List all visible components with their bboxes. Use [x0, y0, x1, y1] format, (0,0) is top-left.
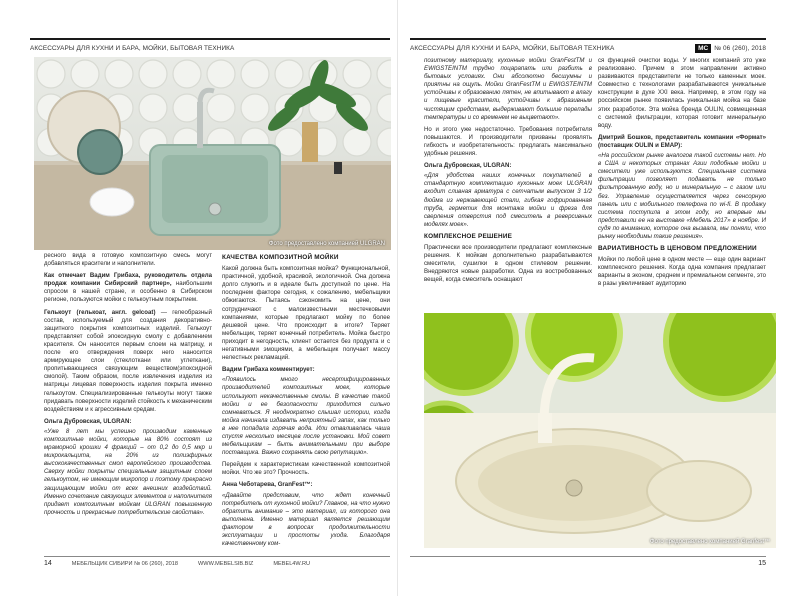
sink-photo: [34, 57, 391, 250]
right-page-column-1: [424, 57, 592, 309]
left-page-footer: [44, 556, 390, 568]
body-paragraph: Какой должна быть композитная мойка? Функциональной, практичной, удобной, красивой, экологичной. Она должна долго служить и в идеале быть доступной по цене. На последнем факторе сегодня, к сожалению, мебельщики обжигаются. Пытаясь сэкономить на цене, они сотрудничают с малоизвестными местечковыми компаниями, которые предлагают мойку по более дешевой цене. Что происходит в итоге? Теряет мебельщик, теряет конечный потребитель. Мойка быстро приходит в негодность, клиент остается без продукта и с негативными эмоциями, а мебельщик получает массу нелестных рекламаций.: [222, 265, 390, 362]
paragraph-lead: Как отмечает Вадим Грибаха, руководитель отдела продаж компании Сибирский партнер»,: [44, 272, 212, 288]
speaker-name: Вадим Грибаха комментирует:: [222, 366, 315, 374]
paragraph-rest: наибольшим спросом в нашей стране, и особенно в Сибирском регионе, пользуются мойки с гелькоутным покрытием.: [44, 280, 212, 304]
lime-sink-photo-art: [424, 313, 776, 548]
sink-photo-art: [34, 57, 391, 250]
body-paragraph: Мойки по любой цене в одном месте — еще один вариант комплексного решения. Когда одна компания предлагает варианты в эконом, среднем и премиальном сегменте, это в разы увеличивает аудиторию: [598, 256, 766, 288]
body-paragraph: ресного вида в готовую композитную смесь могут добавляться красители и наполнители.: [44, 252, 212, 268]
lime-photo-credit: Фото предоставлено компанией Granfest™: [649, 539, 770, 545]
left-page-column-2: [222, 252, 390, 550]
speaker-name: Дмитрий Бошков, представитель компании «Формат» (поставщик OULIN и EMAP):: [598, 133, 766, 149]
speaker-name: Ольга Дубровская, ULGRAN:: [44, 417, 132, 425]
body-paragraph: [44, 272, 212, 304]
speaker-name: Анна Чеботарева, GranFest™:: [222, 481, 313, 489]
left-footer-magazine: МЕБЕЛЬЩИК СИБИРИ № 06 (260), 2018: [71, 560, 179, 567]
left-page-header: [30, 38, 390, 54]
right-page-header: [410, 38, 766, 54]
left-footer-site[interactable]: WWW.MEBELSIB.BIZ: [198, 560, 254, 567]
quote-paragraph: «На российском рынке аналогов такой системы нет. Но в США и некоторых странах Азии подобные мойки и смесители уже используются. Специальная система фильтрации позволяет подавать не только фильтрованную воду, но и минеральную – с газом или без. Управление осуществляется через сенсорную панель или с мобильного телефона по wi-fi. В продажу система поступила в этом году, но впервые мы представили ее на выставке «Мебель 2017» в ноябре. И судя по вниманию, которое она вызвала, мы поняли, что рынку необходимы такие решения».: [598, 152, 766, 240]
magazine-logo: МС: [695, 44, 711, 53]
paragraph-lead: Гелькоут (гелькоат, англ. gelcoat): [44, 308, 156, 316]
section-heading: ВАРИАТИВНОСТЬ В ЦЕНОВОМ ПРЕДЛОЖЕНИИ: [598, 245, 757, 253]
page-gutter: [397, 0, 398, 596]
issue-number: № 06 (260), 2018: [714, 45, 766, 52]
body-paragraph: Перейдем к характеристикам качественной композитной мойки. Что же это? Прочность.: [222, 461, 390, 477]
quote-paragraph: «Появилось много несертифицированных производителей композитных моек, которые используют некачественные смолы. В качестве такой мойки и ее безопасности приходится сильно сомневаться. Я неоднократно слышал истории, когда мойка начинала издавать неприятный запах, как только в нее попадала горячая вода. Или отваливалась чаша спустя несколько месяцев после установки. Мой совет мебельщикам – быть внимательными при выборе поставщика. Важно сохранять свою репутацию».: [222, 376, 390, 457]
body-paragraph: [44, 309, 212, 414]
quote-paragraph: «Уже 8 лет мы успешно производим каменные композитные мойки, которые на 80% состоят из мраморной крошки 4 фракций – от 0,2 до 0,5 мкр и микрокальцита, на 20% из полиэфирных высококачественных смол европейского производства. Сверху мойки покрыты специальным защитным слоем гелькоутом, не имеющим микропор и поэтому прекрасно защищающим мойки от всех внешних воздействий. Именно сочетание связующих элементов и наполнителя придает композитным мойкам ULGRAN повышенную прочность и прекрасные потребительские свойства».: [44, 427, 212, 516]
magazine-logo-block: [695, 44, 766, 53]
lime-sink-photo: [424, 313, 776, 548]
left-section-title: АКСЕССУАРЫ ДЛЯ КУХНИ И БАРА, МОЙКИ, БЫТОВАЯ ТЕХНИКА: [30, 45, 235, 52]
right-section-title: АКСЕССУАРЫ ДЛЯ КУХНИ И БАРА, МОЙКИ, БЫТОВАЯ ТЕХНИКА: [410, 45, 615, 52]
right-page-column-2: [598, 57, 766, 309]
section-heading: КАЧЕСТВА КОМПОЗИТНОЙ МОЙКИ: [222, 254, 339, 261]
sink-photo-credit: Фото предоставлено компанией ULGRAN: [268, 241, 385, 247]
left-footer-site-2[interactable]: MEBEL4W.RU: [273, 560, 311, 567]
body-paragraph: Но и этого уже недостаточно. Требования потребителя повышаются. И производители призваны проявлять гибкость и изобретательность: предлагать максимально удобные решения.: [424, 125, 592, 158]
right-page-footer: [410, 556, 766, 568]
quote-paragraph: позитному материалу, кухонные мойки GranFestTM и EWIGSTEINTM трудно поцарапать или разбить в бытовых условиях. Они абсолютно бесшумны и приятны на ощупь. Мойки GranFestTM и EWIGSTEINTM устойчивы к образованию пятен, не впитывают в влагу и пищевые красители, устойчивы к абразивным чистящим средствам, выдерживают большие перепады температуры и со временем не выцветают».: [424, 57, 592, 121]
left-page-column-1: [44, 252, 212, 550]
body-paragraph: ся функцией очистки воды. У многих компаний это уже реализовано. Причем в этом направлении активно развиваются представители не только каменных моек. Совместно с технологами разрабатываются уникальные конструкции в духе XXI века. Например, в этом году на российском рынке появилась уникальная мойка на базе этих разработок. Эта мойка бренда OULIN, совмещенная с системой фильтрации, которая готовит минеральную воду.: [598, 57, 766, 129]
body-paragraph: Практически все производители предлагают комплексные решения. К мойкам дополнительно разрабатываются смесители, сушилки в одном стилевом решении. Внедряются новые разработки. Одна из востребованных вещей, когда смеситель оснащают: [424, 243, 592, 284]
right-page-number: 15: [758, 560, 766, 567]
speaker-name: Ольга Дубровская, ULGRAN:: [424, 162, 512, 170]
left-page-number: 14: [44, 560, 52, 567]
quote-paragraph: «Для удобства наших конечных покупателей в стандартную комплектацию кухонных моек ULGRAN входит сливная арматура с сетчатым выпуском 3 1/2 дюйма из нержавеющей стали, гибкая гофрированная труба, герметик для монтажа мойки и фреза для сверления отверстия под смеситель в реверсивных моделях моек».: [424, 172, 592, 228]
paragraph-rest: — гелеобразный состав, используемый для создания декоративно-защитного покрытия композитных изделий. Гелькоут представляет собой эпоксидную смолу с добавлением красителя. Он наносится первым слоем на матрицу, и после его отверждения поверх него наносится армирующее слои (стеклоткани или углеткани), пропитывающиеся связующим веществом(эпоксидной смолой). Таким образом, после извлечения изделия из матрицы лицевая поверхность изделия покрыта именно гелькоутом. Специализированные гелькоуты могут также придавать поверхности изделий стойкость к механическим воздействиям и к агрессивным средам.: [44, 308, 212, 413]
section-heading: КОМПЛЕКСНОЕ РЕШЕНИЕ: [424, 232, 513, 240]
quote-paragraph: «Давайте представим, что ждет конечный потребитель от кухонной мойки? Главное, на что нужно обратить внимание – это материал, из которого она выполнена. Именно материал является решающим фактором в вопросах продолжительности эксплуатации и простоты ухода. Благодаря качественному ком-: [222, 491, 390, 548]
